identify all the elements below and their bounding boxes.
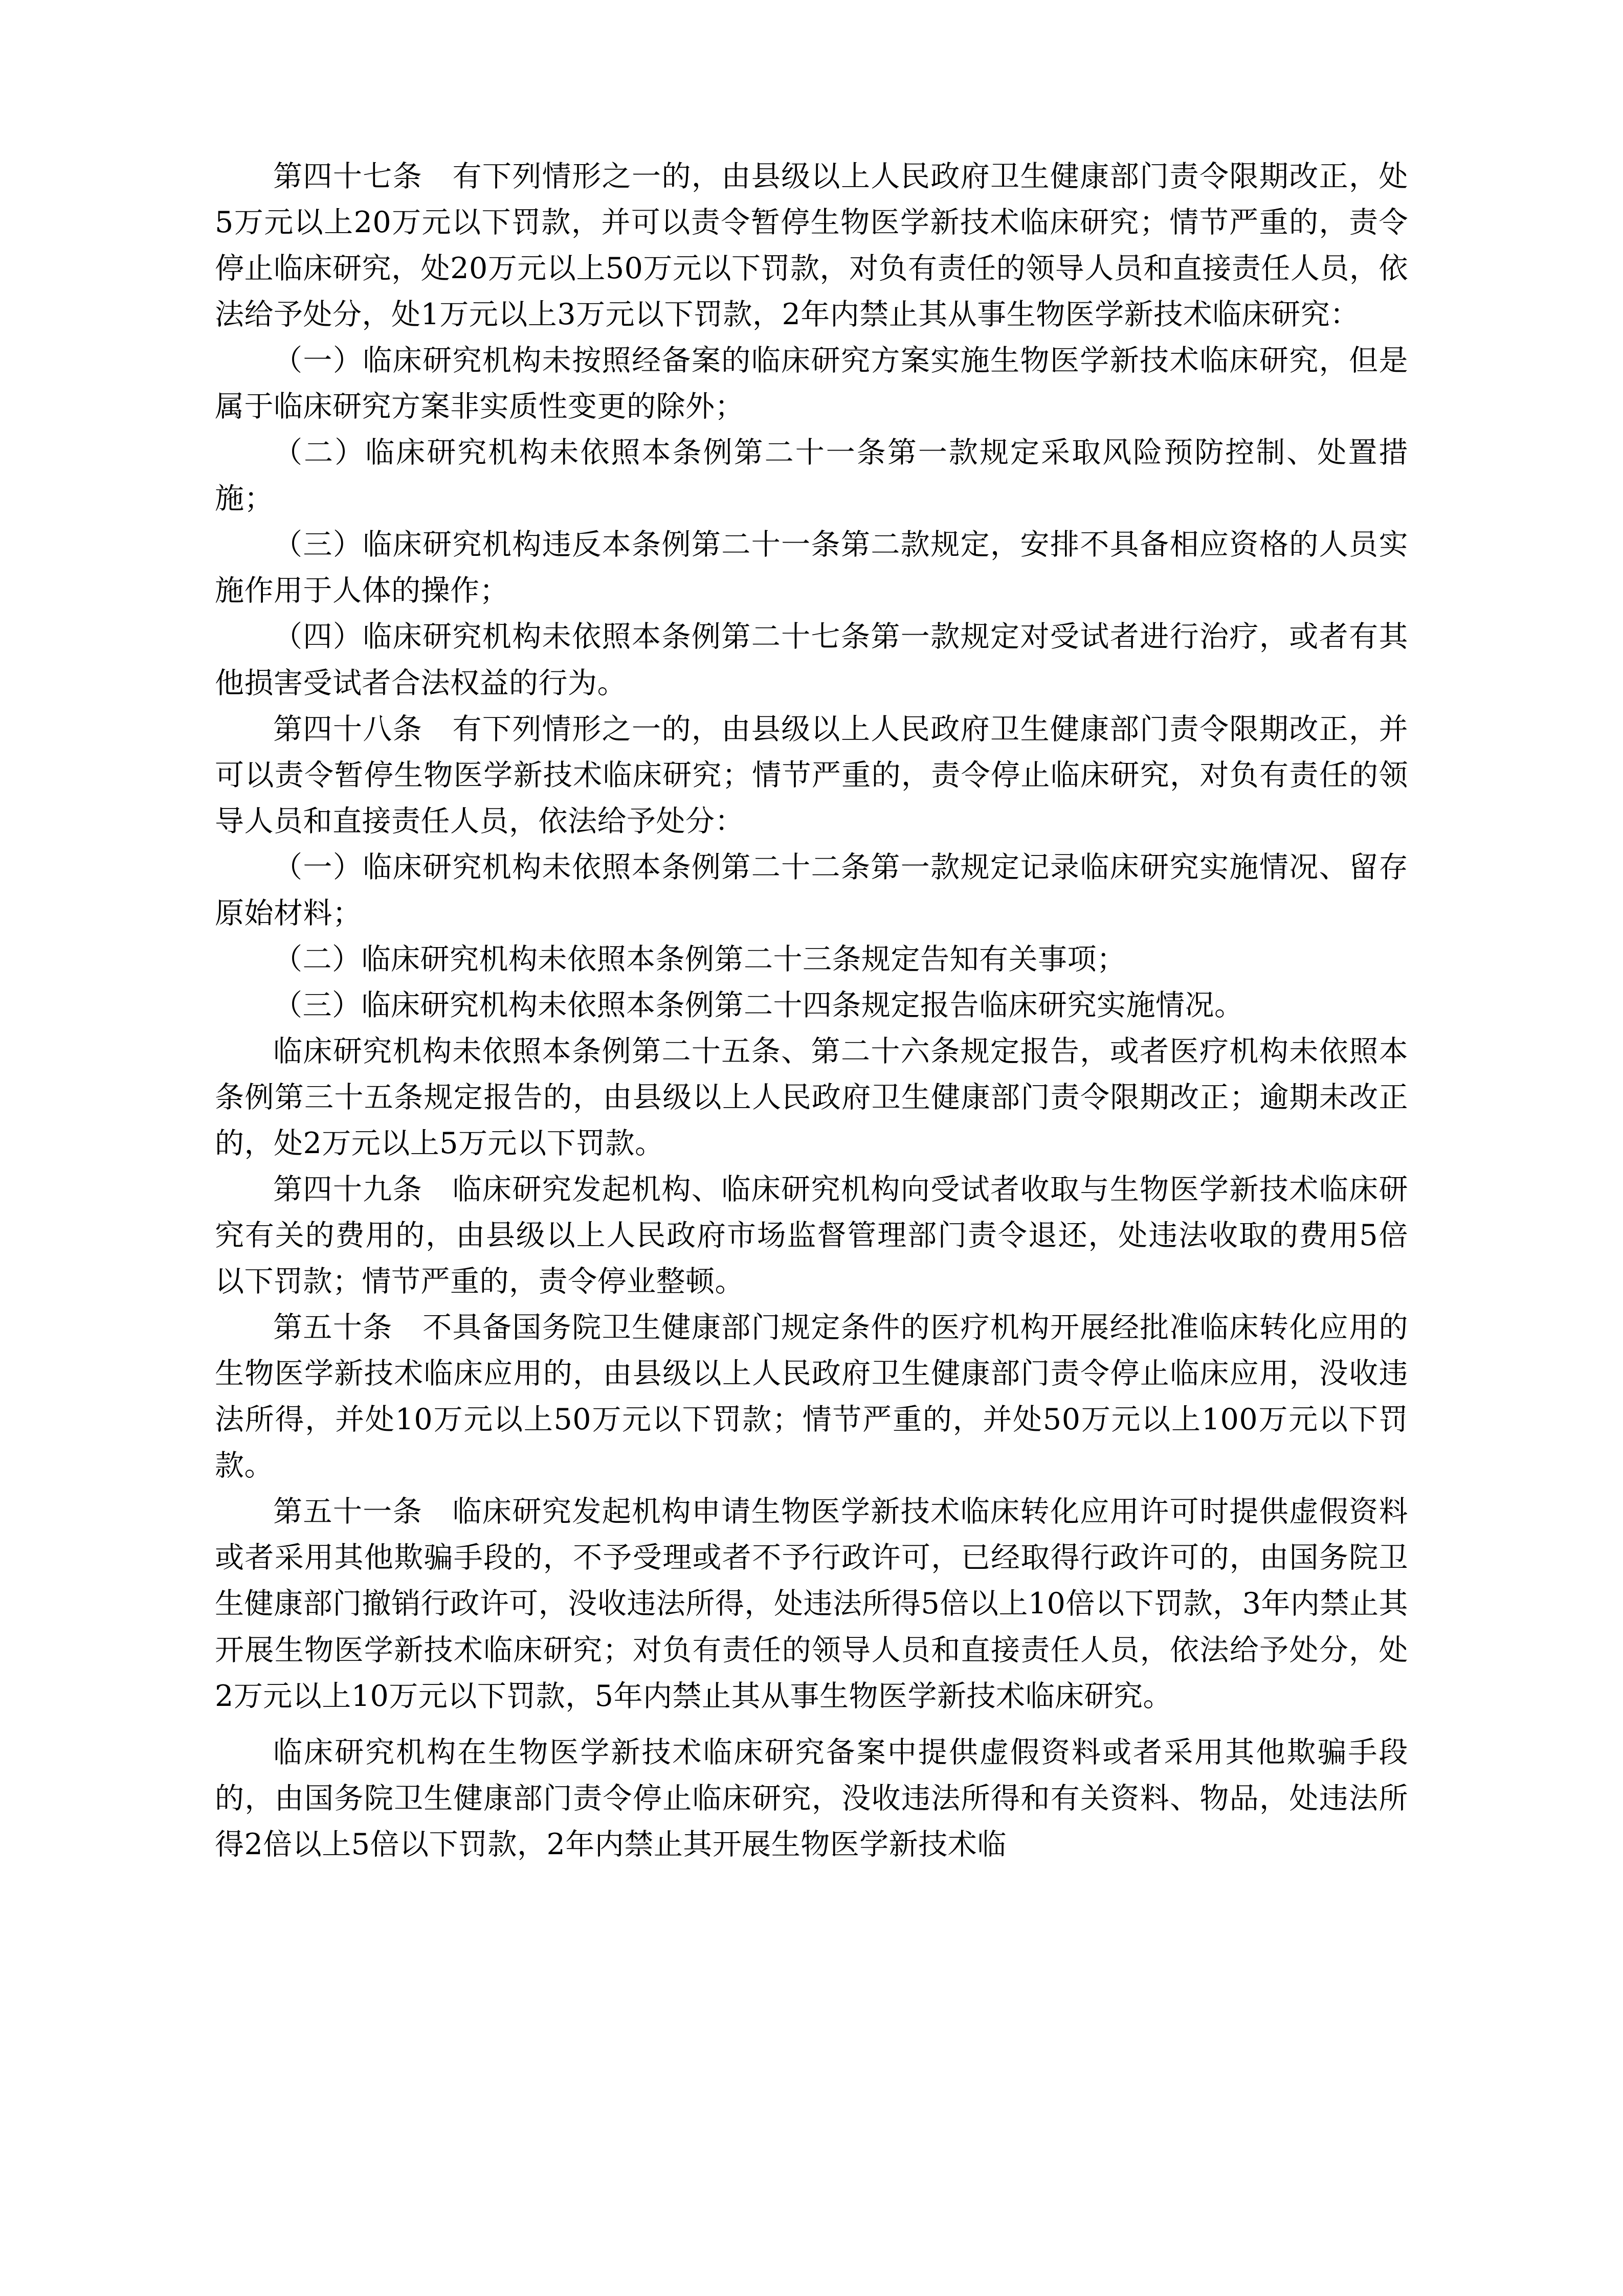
paragraph-article-47: 第四十七条 有下列情形之一的，由县级以上人民政府卫生健康部门责令限期改正，处5万元以上20万元以下罚款，并可以责令暂停生物医学新技术临床研究；情节严重的，责令停止临床研究，处20万元以上50万元以下罚款，对负有责任的领导人员和直接责任人员，依法给予处分，处1万元以上3万元以下罚款，2年内禁止其从事生物医学新技术临床研究： bbox=[215, 160, 1408, 332]
paragraph-article-47-item-2: （二）临床研究机构未依照本条例第二十一条第一款规定采取风险预防控制、处置措施； bbox=[215, 436, 1408, 516]
paragraph-article-51: 第五十一条 临床研究发起机构申请生物医学新技术临床转化应用许可时提供虚假资料或者采用其他欺骗手段的，不予受理或者不予行政许可，已经取得行政许可的，由国务院卫生健康部门撤销行政许可，没收违法所得，处违法所得5倍以上10倍以下罚款，3年内禁止其开展生物医学新技术临床研究；对负有责任的领导人员和直接责任人员，依法给予处分，处2万元以上10万元以下罚款，5年内禁止其从事生物医学新技术临床研究。 bbox=[215, 1495, 1408, 1713]
document-body bbox=[215, 153, 1408, 1867]
paragraph-article-47-item-4: （四）临床研究机构未依照本条例第二十七条第一款规定对受试者进行治疗，或者有其他损害受试者合法权益的行为。 bbox=[215, 620, 1408, 700]
paragraph-article-48-item-3: （三）临床研究机构未依照本条例第二十四条规定报告临床研究实施情况。 bbox=[273, 988, 1244, 1022]
paragraph-article-49: 第四十九条 临床研究发起机构、临床研究机构向受试者收取与生物医学新技术临床研究有关的费用的，由县级以上人民政府市场监督管理部门责令退还，处违法收取的费用5倍以下罚款；情节严重的，责令停业整顿。 bbox=[215, 1173, 1408, 1299]
paragraph-article-48-item-2: （二）临床研究机构未依照本条例第二十三条规定告知有关事项； bbox=[273, 942, 1126, 976]
paragraph-article-50: 第五十条 不具备国务院卫生健康部门规定条件的医疗机构开展经批准临床转化应用的生物医学新技术临床应用的，由县级以上人民政府卫生健康部门责令停止临床应用，没收违法所得，并处10万元以上50万元以下罚款；情节严重的，并处50万元以上100万元以下罚款。 bbox=[215, 1311, 1408, 1483]
paragraph-article-47-item-3: （三）临床研究机构违反本条例第二十一条第二款规定，安排不具备相应资格的人员实施作用于人体的操作； bbox=[215, 528, 1408, 608]
paragraph-article-48: 第四十八条 有下列情形之一的，由县级以上人民政府卫生健康部门责令限期改正，并可以责令暂停生物医学新技术临床研究；情节严重的，责令停止临床研究，对负有责任的领导人员和直接责任人员，依法给予处分： bbox=[215, 712, 1408, 838]
paragraph-article-48-item-1: （一）临床研究机构未依照本条例第二十二条第一款规定记录临床研究实施情况、留存原始材料； bbox=[215, 850, 1408, 930]
paragraph-article-48-closing: 临床研究机构未依照本条例第二十五条、第二十六条规定报告，或者医疗机构未依照本条例第三十五条规定报告的，由县级以上人民政府卫生健康部门责令限期改正；逾期未改正的，处2万元以上5万元以下罚款。 bbox=[215, 1034, 1408, 1160]
paragraph-article-47-item-1: （一）临床研究机构未按照经备案的临床研究方案实施生物医学新技术临床研究，但是属于临床研究方案非实质性变更的除外； bbox=[215, 344, 1408, 424]
paragraph-spacer bbox=[215, 1719, 1408, 1729]
paragraph-article-51-second: 临床研究机构在生物医学新技术临床研究备案中提供虚假资料或者采用其他欺骗手段的，由国务院卫生健康部门责令停止临床研究，没收违法所得和有关资料、物品，处违法所得2倍以上5倍以下罚款，2年内禁止其开展生物医学新技术临 bbox=[215, 1735, 1408, 1861]
